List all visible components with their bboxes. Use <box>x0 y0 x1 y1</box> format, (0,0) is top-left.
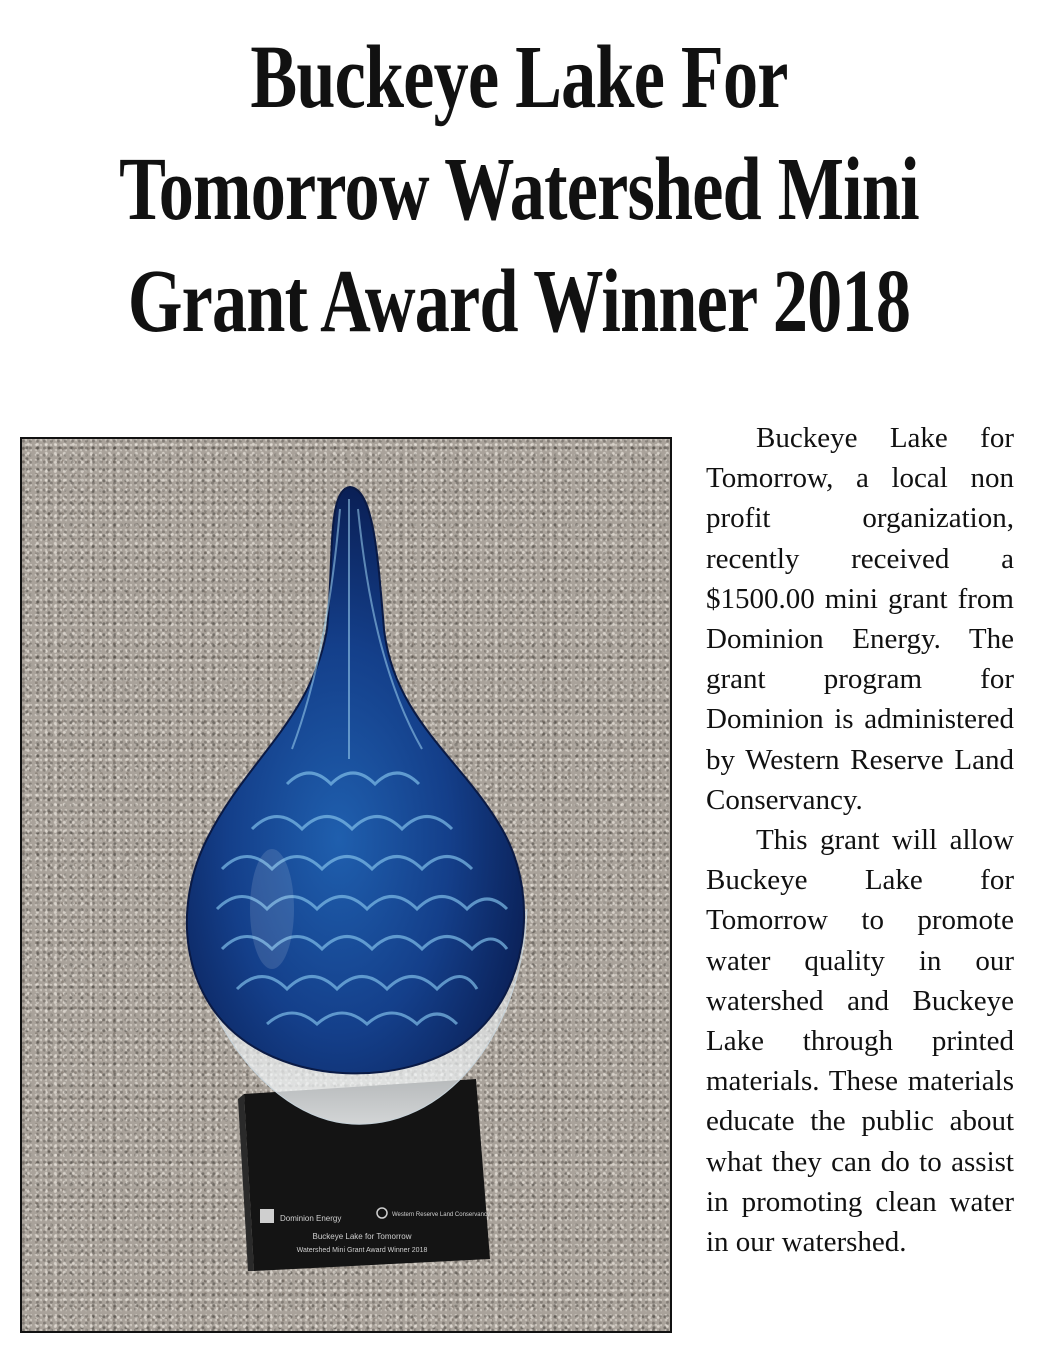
article-paragraph-1: Buckeye Lake for Tomorrow, a local non profit organization, recently received a $1500.00 mini grant from Dominion Energy. The grant program for Dominion is administered by Western Reserve Land Conservancy. <box>706 422 1014 816</box>
glass-award-illustration <box>22 439 672 1333</box>
article-headline <box>114 22 924 358</box>
dominion-logo-mark <box>260 1209 274 1223</box>
headline-line-1: Buckeye Lake For <box>250 28 788 127</box>
plaque-inscription-1: Buckeye Lake for Tomorrow <box>312 1232 412 1241</box>
award-photo <box>20 437 672 1333</box>
headline-line-3: Grant Award Winner 2018 <box>127 252 911 351</box>
article-paragraph-2: This grant will allow Buckeye Lake for Tomorrow to promote water quality in our watershed and Buckeye Lake through printed materials. These materials educate the public about what they can do to assist in promoting clean water in our watershed. <box>706 824 1014 1259</box>
plaque-logo-right: Western Reserve Land Conservancy <box>392 1212 490 1218</box>
plaque-logo-left: Dominion Energy <box>280 1214 342 1223</box>
plaque-inscription-2: Watershed Mini Grant Award Winner 2018 <box>296 1247 428 1254</box>
headline-line-2: Tomorrow Watershed Mini <box>119 140 919 239</box>
article-body <box>706 418 1014 1262</box>
